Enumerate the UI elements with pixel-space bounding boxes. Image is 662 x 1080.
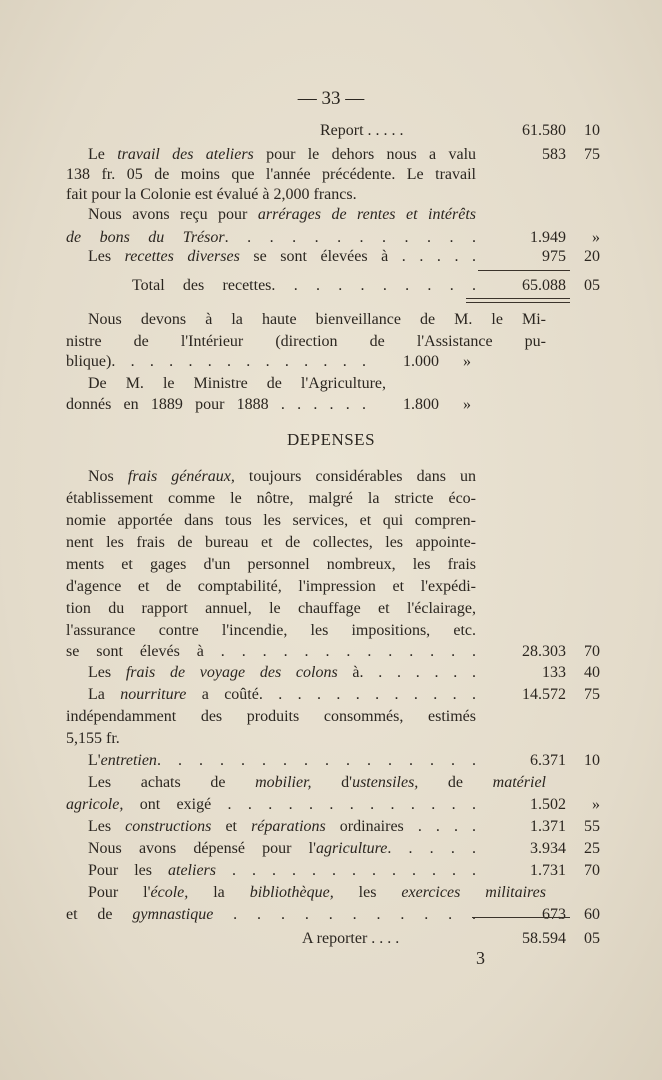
ministre-interieur-cents: » [463,353,471,370]
frais-generaux-line-5: ments et gages d'un personnel nombreux, les frais [66,556,476,573]
frais-voyage-row: Les frais de voyage des colons à. . . . . . . 133 40 [66,662,606,684]
mobilier-cents: » [592,796,600,813]
ministre-agriculture-amount: 1.800 [403,396,439,413]
ateliers-line-3: fait pour la Colonie est évalué à 2,000 francs. [66,186,357,203]
signature-mark: 3 [476,948,485,968]
ateliers-amount: 583 [542,146,566,163]
recettes-diverses-term: recettes diverses [124,248,240,265]
arrerages-line-1: Nous avons reçu pour arrérages de rentes et intérêts [88,206,476,223]
mobilier-line-1: Les achats de mobilier, d'ustensiles, de matériel [88,774,546,791]
frais-voyage-cents: 40 [584,664,600,681]
frais-generaux-line-4: nent les frais de bureau et de collectes, les appointe- [66,534,476,551]
constructions-row: Les constructions et réparations ordinaires . . . . 1.371 55 [66,816,606,838]
a-reporter-amount: 58.594 [522,930,566,947]
arrerages-amount: 1.949 [530,229,566,246]
frais-generaux-line-2: établissement comme le nôtre, malgré la stricte éco- [66,490,476,507]
ministre-interieur-line-2: nistre de l'Intérieur (direction de l'Assistance pu- [66,333,546,350]
frais-generaux-line-7: tion du rapport annuel, le chauffage et l'éclairage, [66,600,476,617]
ecole-row: et de gymnastique . . . . . . . . . . . 673 60 [66,904,606,926]
ateliers-depense-row: Pour les ateliers . . . . . . . . . . . . . 1.731 70 [66,860,606,882]
recettes-diverses-cents: 20 [584,248,600,265]
entretien-row: L'entretien. . . . . . . . . . . . . . . . 6.371 10 [66,750,606,772]
nourriture-cents: 75 [584,686,600,703]
total-double-rule-top [466,298,570,299]
constructions-cents: 55 [584,818,600,835]
recettes-diverses-row: Les recettes diverses se sont élevées à . . . . . 975 20 [66,246,606,268]
nourriture-term: nourriture [120,686,187,703]
frais-generaux-amount: 28.303 [522,643,566,660]
frais-generaux-row: se sont élevés à . . . . . . . . . . . . . 28.303 70 [66,641,606,663]
ateliers-depense-amount: 1.731 [530,862,566,879]
frais-generaux-line-8: l'assurance contre l'incendie, les impositions, etc. [66,622,476,639]
frais-voyage-term: frais de voyage des colons [125,664,338,681]
ministre-interieur-line-1: Nous devons à la haute bienveillance de M. le Mi- [88,311,546,328]
total-cents: 05 [584,277,600,294]
total-double-rule-bottom [466,302,570,303]
frais-generaux-line-6: d'agence et de comptabilité, l'impression et l'expédi- [66,578,476,595]
ministre-interieur-amount: 1.000 [403,353,439,370]
ecole-cents: 60 [584,906,600,923]
constructions-amount: 1.371 [530,818,566,835]
total-amount: 65.088 [522,277,566,294]
ateliers-line-2: 138 fr. 05 de moins que l'année précédente. Le travail [66,166,476,183]
nourriture-row: La nourriture a coûté. . . . . . . . . . . . 14.572 75 [66,684,606,706]
frais-generaux-term: frais généraux, [127,468,235,485]
mobilier-row: agricole, ont exigé . . . . . . . . . . . . . 1.502 » [66,794,606,816]
ministre-agriculture-row: donnés en 1889 pour 1888 . . . . . . 1.800 » [66,394,606,416]
a-reporter-cents: 05 [584,930,600,947]
mobilier-amount: 1.502 [530,796,566,813]
entretien-cents: 10 [584,752,600,769]
frais-generaux-cents: 70 [584,643,600,660]
ecole-line-1: Pour l'école, la bibliothèque, les exercices militaires [88,884,546,901]
ecole-amount: 673 [542,906,566,923]
arrerages-term: arrérages de rentes et intérêts [257,206,476,223]
recettes-diverses-amount: 975 [542,248,566,265]
frais-generaux-line-3: nomie apportée dans tous les services, et qui compren- [66,512,476,529]
agriculture-amount: 3.934 [530,840,566,857]
nourriture-line-3: 5,155 fr. [66,730,120,747]
frais-voyage-amount: 133 [542,664,566,681]
a-reporter-row [66,928,606,950]
ministre-agriculture-line-1: De M. le Ministre de l'Agriculture, [88,375,386,392]
page-number: — 33 — [297,88,365,109]
frais-generaux-line-1: Nos frais généraux, toujours considérables dans un [88,468,477,485]
total-label: Total des recettes. . . . . . . . . . [132,277,476,294]
ministre-interieur-row: blique). . . . . . . . . . . . . . 1.000 » [66,351,606,373]
ateliers-cents: 75 [584,146,600,163]
sum-rule-bottom [472,917,570,918]
total-row [66,275,606,297]
ministre-agriculture-cents: » [463,396,471,413]
entretien-term: entretien [100,752,157,769]
entretien-amount: 6.371 [530,752,566,769]
section-heading-depenses: DEPENSES [286,430,376,449]
nourriture-amount: 14.572 [522,686,566,703]
arrerages-cents: » [592,229,600,246]
a-reporter-label: A reporter . . . . [302,930,400,947]
arrerages-row: de bons du Trésor. . . . . . . . . . . . 1.949 » [66,227,606,249]
report-label: Report . . . . . [320,122,404,139]
agriculture-row: Nous avons dépensé pour l'agriculture. . . . . 3.934 25 [66,838,606,860]
ateliers-row: Le travail des ateliers pour le dehors nous a valu 583 75 [66,144,606,166]
ateliers-depense-cents: 70 [584,862,600,879]
report-row [66,120,606,142]
sum-rule [478,270,570,271]
report-amount: 61.580 [522,122,566,139]
agriculture-cents: 25 [584,840,600,857]
ateliers-term: travail des ateliers [117,146,254,163]
report-cents: 10 [584,122,600,139]
nourriture-line-2: indépendamment des produits consommés, estimés [66,708,476,725]
